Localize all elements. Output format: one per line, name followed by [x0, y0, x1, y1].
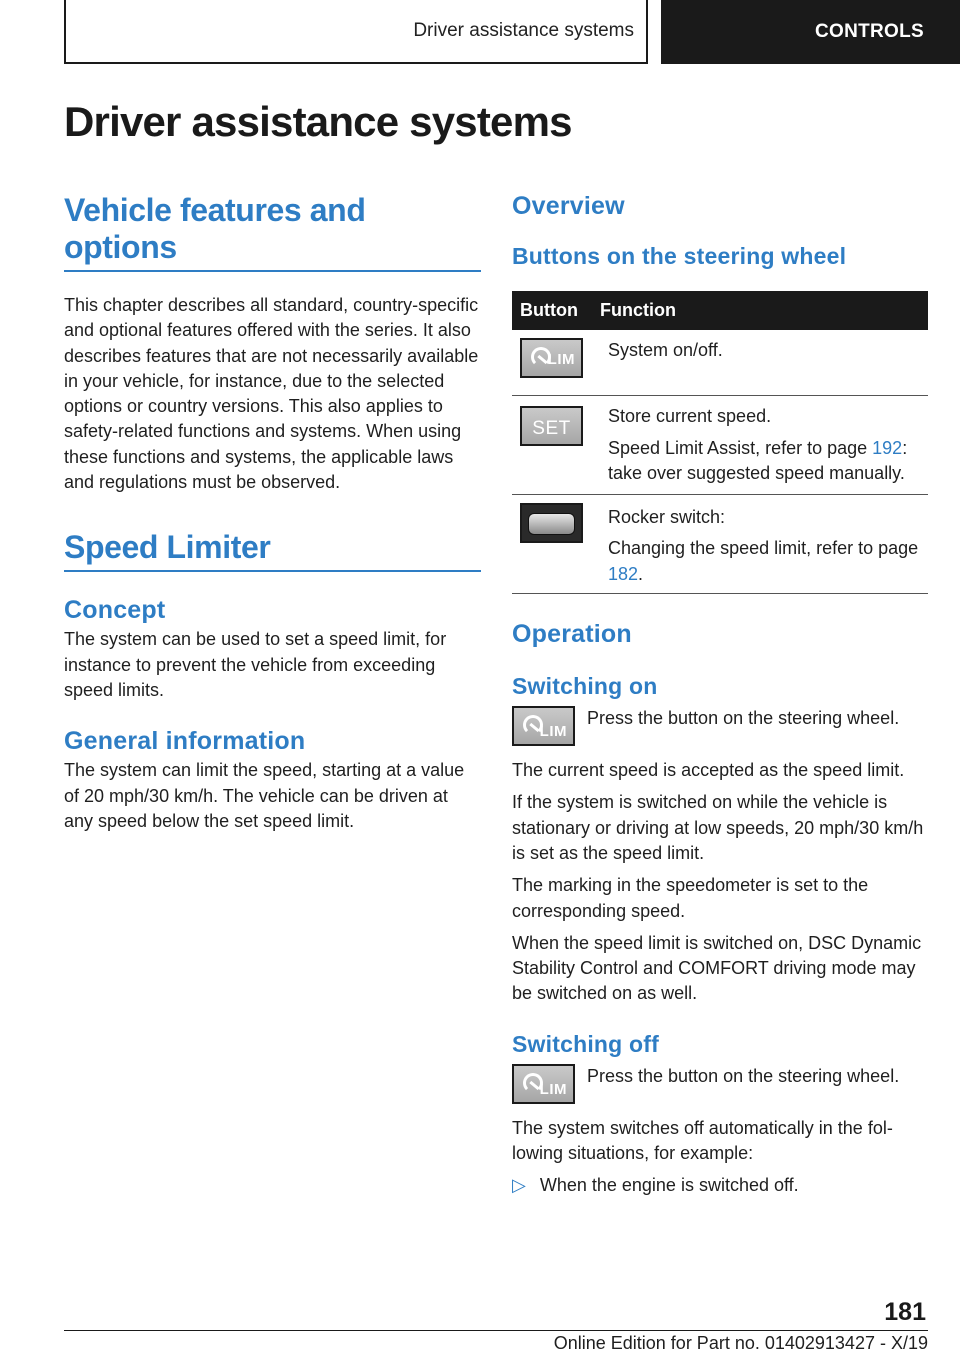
page-link[interactable]: 182 [608, 563, 639, 584]
switching-on-text-4: When the speed limit is switched on, DSC Dynamic Stability Control and COMFORT driving mode may be switched on as well. [512, 932, 922, 1004]
table-cell-function-ref: Changing the speed limit, refer to page 182. [608, 538, 919, 584]
table-cell-function: System on/off. [608, 340, 723, 360]
buttons-heading: Buttons on the steering wheel [512, 243, 847, 269]
header-section-title: Driver assistance systems [413, 20, 634, 41]
table-header-function: Function [592, 291, 928, 330]
vehicle-features-heading: Vehicle features and options [64, 192, 481, 272]
page-number: 181 [884, 1298, 926, 1326]
header-chapter-title: CONTROLS [815, 21, 925, 42]
edition-note: Online Edition for Part no. 01402913427 - X/19 [553, 1333, 928, 1353]
overview-heading: Overview [512, 192, 625, 220]
switching-on-instruction: Press the button on the steering wheel. [587, 708, 900, 729]
switching-on-text-1: The current speed is accepted as the speed limit. [512, 760, 905, 781]
table-row [512, 330, 928, 396]
vehicle-features-text: This chapter describes all standard, country-specific and optional features offered with the series. It also describes features that are not necessarily available in your vehicle, for instance, due to the selected options or country versions. This also applies to safety-related functions and systems. When using these functions and systems, the applicable laws and regulations must be observed. [64, 295, 479, 493]
table-row [512, 495, 928, 594]
rocker-switch-icon [520, 503, 583, 543]
header-section-tab [64, 0, 648, 64]
lim-button-icon: LIM [512, 1064, 575, 1104]
lim-button-icon: LIM [512, 706, 575, 746]
left-column [64, 192, 481, 834]
speed-limiter-heading: Speed Limiter [64, 529, 481, 572]
switching-off-text-1: The system switches off automatically in the following situations, for example: [512, 1117, 893, 1164]
table-header-button: Button [512, 291, 592, 330]
list-item-text: When the engine is switched off. [539, 1175, 799, 1196]
table-cell-function-ref: Speed Limit Assist, refer to page 192: take over suggested speed manually. [608, 437, 908, 483]
concept-text: The system can be used to set a speed limit, for instance to prevent the vehicle from exceeding speed limits. [64, 629, 447, 700]
right-column [512, 192, 928, 1199]
general-info-text: The system can limit the speed, starting at a value of 20 mph/30 km/h. The vehicle can be driven at any speed below the set speed limit. [64, 760, 465, 831]
switching-off-heading: Switching off [512, 1030, 659, 1057]
switching-on-text-3: The marking in the speedometer is set to the corresponding speed. [512, 875, 869, 921]
table-cell-function: Store current speed. [608, 406, 772, 427]
operation-heading: Operation [512, 620, 632, 649]
set-button-icon: SET [520, 406, 583, 446]
page-link[interactable]: 192 [872, 437, 903, 458]
switching-on-text-2: If the system is switched on while the vehicle is stationary or driving at low speeds, 20 mph/30 km/h is set as the speed limit. [512, 792, 924, 863]
general-info-heading: General information [64, 727, 306, 756]
buttons-table [512, 291, 928, 594]
concept-heading: Concept [64, 596, 166, 625]
triangle-bullet-icon: ▷ [512, 1175, 526, 1196]
switching-on-instruction-row [512, 706, 928, 746]
switching-on-heading: Switching on [512, 673, 658, 700]
switching-off-instruction: Press the button on the steering wheel. [587, 1065, 900, 1086]
footer-divider [64, 1330, 928, 1331]
lim-button-icon: LIM [520, 338, 583, 378]
header-chapter-tab [661, 0, 960, 64]
table-cell-function: Rocker switch: [608, 507, 726, 528]
switching-off-instruction-row [512, 1064, 928, 1104]
table-row [512, 396, 928, 495]
page-title: Driver assistance systems [64, 98, 572, 145]
list-item [512, 1173, 928, 1198]
